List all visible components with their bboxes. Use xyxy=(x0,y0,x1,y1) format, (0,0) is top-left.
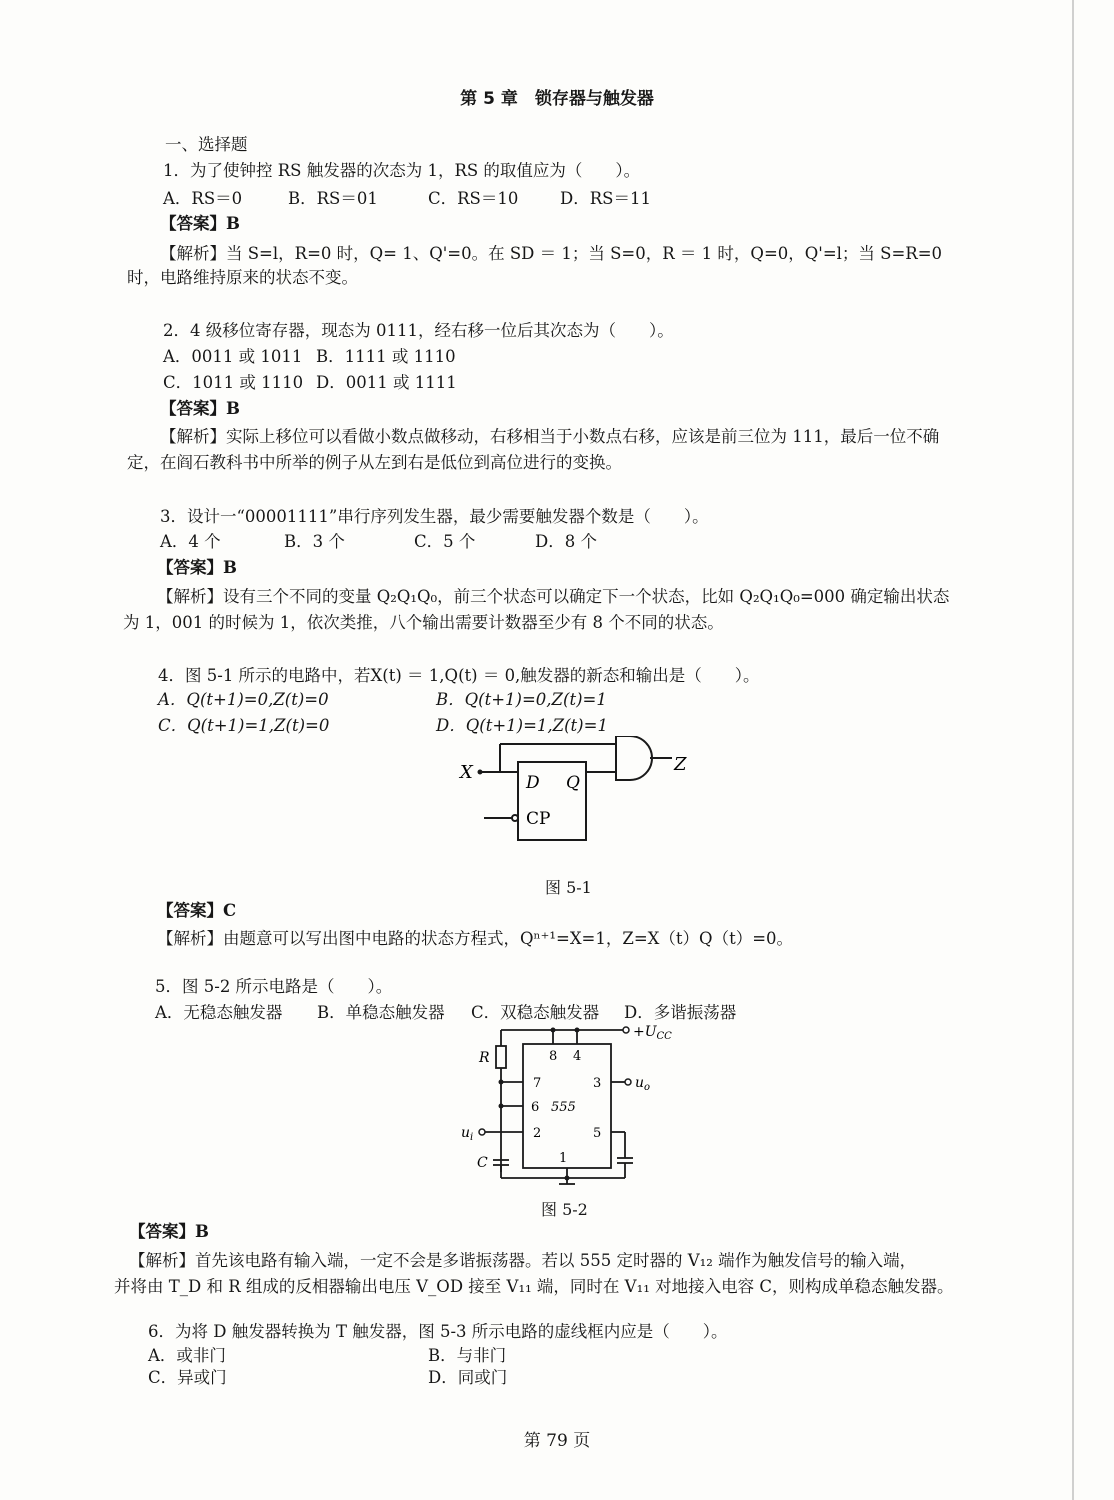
fig1-q-label: Q xyxy=(566,773,580,793)
q1-analysis-line1: 【解析】当 S=l，R=0 时，Q= 1、Q'=0。在 SD ＝ 1；当 S=0，R ＝ 1 时，Q=0，Q'=l；当 S=R=0 xyxy=(160,244,943,263)
q1-answer: 【答案】B xyxy=(160,214,240,233)
fig1-z-label: Z xyxy=(674,754,687,775)
fig2-pin-5: 5 xyxy=(593,1126,602,1141)
q5-option-b: B．单稳态触发器 xyxy=(317,1003,445,1022)
figure-5-2-circuit xyxy=(455,1024,695,1194)
fig2-pin-8: 8 xyxy=(549,1049,558,1064)
fig1-x-label: X xyxy=(460,762,473,783)
fig2-r-label: R xyxy=(479,1050,490,1066)
q5-option-c: C．双稳态触发器 xyxy=(471,1003,600,1022)
svg-text:uo xyxy=(635,1075,650,1093)
q3-option-a: A．4 个 xyxy=(160,532,221,551)
q3-answer: 【答案】B xyxy=(157,558,237,577)
figure-5-1-caption: 图 5-1 xyxy=(545,878,592,897)
fig2-vcc-sub: CC xyxy=(656,1031,672,1042)
question-5-stem: 5．图 5-2 所示电路是（ ）。 xyxy=(155,977,393,996)
fig2-uo-sub: o xyxy=(644,1082,651,1093)
figure-5-2-caption: 图 5-2 xyxy=(541,1200,588,1219)
q5-analysis-line2: 并将由 T_D 和 R 组成的反相器输出电压 V_OD 接至 V₁₁ 端，同时在 V₁₁ 对地接入电容 C，则构成单稳态触发器。 xyxy=(114,1277,954,1296)
fig2-ui-sub: i xyxy=(470,1132,474,1143)
q6-option-b: B．与非门 xyxy=(428,1346,507,1365)
q3-analysis-line2: 为 1，001 的时候为 1，依次类推，八个输出需要计数器至少有 8 个不同的状态。 xyxy=(123,613,724,632)
question-2-stem: 2．4 级移位寄存器，现态为 0111，经右移一位后其次态为（ ）。 xyxy=(163,321,674,340)
q1-option-d: D．RS＝11 xyxy=(560,189,651,208)
svg-text:+UCC xyxy=(633,1024,672,1042)
chapter-title: 第 5 章 锁存器与触发器 xyxy=(460,89,654,109)
q3-option-b: B．3 个 xyxy=(284,532,345,551)
q2-option-d: D．0011 或 1111 xyxy=(316,373,457,392)
q5-analysis-line1: 【解析】首先该电路有输入端，一定不会是多谐振荡器。若以 555 定时器的 V₁₂ 端作为触发信号的输入端， xyxy=(129,1251,917,1270)
fig2-c-label: C xyxy=(477,1155,488,1171)
q6-option-c: C．异或门 xyxy=(148,1368,227,1387)
q5-option-d: D．多谐振荡器 xyxy=(624,1003,737,1022)
question-6-stem: 6．为将 D 触发器转换为 T 触发器，图 5-3 所示电路的虚线框内应是（ ）。 xyxy=(148,1322,728,1341)
q1-option-a: A．RS＝0 xyxy=(163,189,243,208)
q1-analysis-line2: 时，电路维持原来的状态不变。 xyxy=(127,268,358,287)
q2-option-b: B．1111 或 1110 xyxy=(316,347,456,366)
question-3-stem: 3．设计一“00001111”串行序列发生器，最少需要触发器个数是（ ）。 xyxy=(160,507,709,526)
q4-analysis: 【解析】由题意可以写出图中电路的状态方程式，Qⁿ⁺¹=X=1，Z=X（t）Q（t）=0。 xyxy=(157,929,794,948)
q2-option-c: C．1011 或 1110 xyxy=(163,373,304,392)
q6-option-a: A．或非门 xyxy=(148,1346,226,1365)
question-4-stem: 4．图 5-1 所示的电路中，若X(t) ＝ 1,Q(t) ＝ 0,触发器的新态和输出是（ ）。 xyxy=(158,666,760,685)
q4-option-a: A．Q(t+1)=0,Z(t)=0 xyxy=(158,690,329,709)
q5-answer: 【答案】B xyxy=(129,1222,209,1241)
fig1-d-label: D xyxy=(526,773,540,793)
q3-analysis-line1: 【解析】设有三个不同的变量 Q₂Q₁Q₀，前三个状态可以确定下一个状态，比如 Q₂Q₁Q₀=000 确定输出状态 xyxy=(157,587,950,606)
q2-option-a: A．0011 或 1011 xyxy=(163,347,303,366)
fig2-ui-label: u xyxy=(461,1125,471,1141)
section-heading: 一、选择题 xyxy=(165,135,248,154)
question-1-stem: 1．为了使钟控 RS 触发器的次态为 1，RS 的取值应为（ ）。 xyxy=(163,161,641,180)
q2-analysis-line1: 【解析】实际上移位可以看做小数点做移动，右移相当于小数点右移，应该是前三位为 111，最后一位不确 xyxy=(160,427,940,446)
q4-answer: 【答案】C xyxy=(157,901,237,920)
q2-answer: 【答案】B xyxy=(160,399,240,418)
q4-option-b: B．Q(t+1)=0,Z(t)=1 xyxy=(436,690,607,709)
q3-option-d: D．8 个 xyxy=(535,532,597,551)
fig2-pin-3: 3 xyxy=(593,1076,602,1091)
figure-5-1-circuit xyxy=(440,736,700,856)
fig2-vcc-label: +U xyxy=(633,1024,657,1040)
q5-option-a: A．无稳态触发器 xyxy=(155,1003,283,1022)
q6-option-d: D．同或门 xyxy=(428,1368,508,1387)
page-number: 第 79 页 xyxy=(523,1431,591,1451)
fig2-pin-4: 4 xyxy=(573,1049,582,1064)
svg-text:ui xyxy=(461,1125,473,1143)
q1-option-b: B．RS＝01 xyxy=(288,189,378,208)
fig2-pin-2: 2 xyxy=(533,1126,542,1141)
q3-option-c: C．5 个 xyxy=(414,532,476,551)
fig2-uo-label: u xyxy=(635,1075,645,1091)
scan-edge-shadow xyxy=(1072,0,1074,1500)
fig2-chip-label: 555 xyxy=(551,1100,576,1115)
fig2-pin-1: 1 xyxy=(559,1151,568,1166)
q1-option-c: C．RS＝10 xyxy=(428,189,519,208)
q4-option-c: C．Q(t+1)=1,Z(t)=0 xyxy=(158,716,330,735)
fig2-pin-6: 6 xyxy=(531,1100,540,1115)
fig2-pin-7: 7 xyxy=(533,1076,542,1091)
q2-analysis-line2: 定，在阎石教科书中所举的例子从左到右是低位到高位进行的变换。 xyxy=(127,453,622,472)
q4-option-d: D．Q(t+1)=1,Z(t)=1 xyxy=(436,716,608,735)
fig1-cp-label: CP xyxy=(526,809,551,829)
